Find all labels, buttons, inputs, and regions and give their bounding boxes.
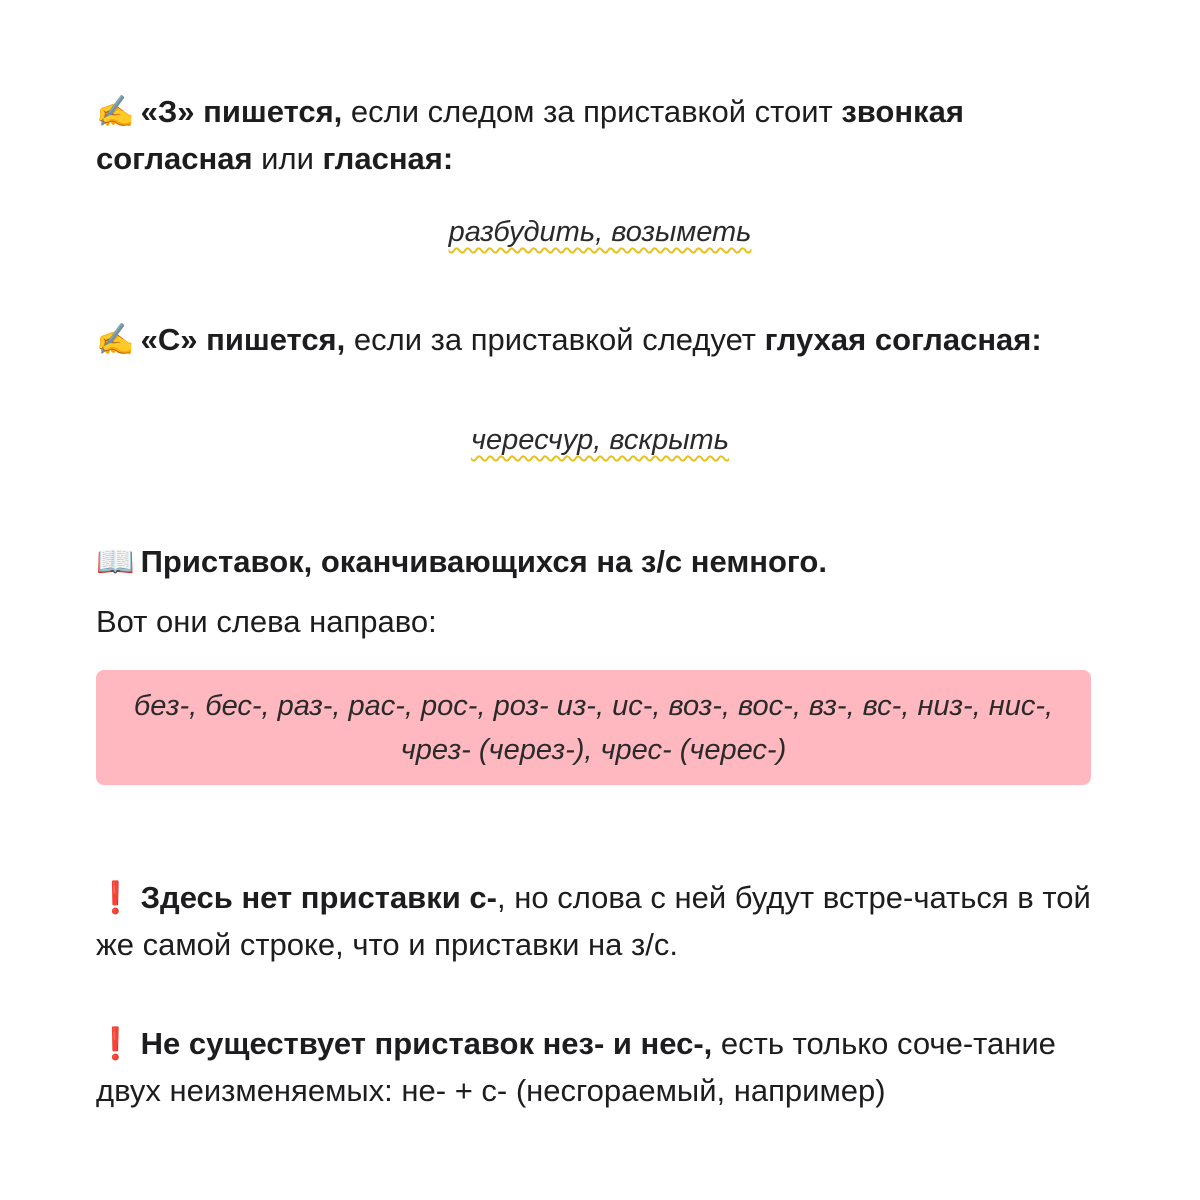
- rule-s-voiceless: глухая согласная:: [764, 322, 1042, 357]
- note2-text: есть только соче-тание двух неизменяемых: не- + с- (несгораемый, например): [96, 1026, 1056, 1108]
- rule-z: [96, 88, 1106, 182]
- prefixes-subheading: [96, 598, 1106, 645]
- rule-z-text2: или: [252, 141, 323, 176]
- rule-z-title: «З» пишется,: [140, 94, 343, 129]
- prefixes-subheading-text: Вот они слева направо:: [96, 604, 437, 639]
- note2-bold: Не существует приставок нез- и нес-,: [140, 1026, 713, 1061]
- rule-z-vowel: гласная:: [322, 141, 454, 176]
- example-z-text: разбудить, возыметь: [448, 216, 752, 248]
- writing-hand-icon: ✍️: [96, 322, 135, 357]
- prefixes-list: без-, бес-, раз-, рас-, рос-, роз- из-, ис-, воз-, вос-, вз-, вс-, низ-, нис-, чрез- (через-), чрес- (черес-): [133, 689, 1054, 766]
- note-no-nez-nes: [96, 1020, 1106, 1114]
- prefixes-heading: [96, 538, 1106, 585]
- rule-s-title: «С» пишется,: [140, 322, 346, 357]
- example-s-text: чересчур, вскрыть: [471, 424, 729, 456]
- example-z: [0, 212, 1200, 252]
- rule-z-text1: если следом за приставкой стоит: [342, 94, 842, 129]
- writing-hand-icon: ✍️: [96, 94, 135, 129]
- open-book-icon: 📖: [96, 544, 135, 579]
- note1-text: , но слова с ней будут встре-чаться в той же самой строке, что и приставки на з/с.: [96, 880, 1091, 962]
- exclamation-icon: ❗: [96, 880, 135, 915]
- note-no-s-prefix: [96, 874, 1106, 968]
- example-s: [0, 420, 1200, 460]
- rule-z-voiced: звонкая согласная: [96, 94, 964, 176]
- rule-s: [96, 316, 1106, 363]
- exclamation-icon: ❗: [96, 1026, 135, 1061]
- rule-s-text1: если за приставкой следует: [345, 322, 765, 357]
- note1-bold: Здесь нет приставки с-: [140, 880, 497, 915]
- prefixes-heading-text: Приставок, оканчивающихся на з/с немного.: [140, 544, 827, 579]
- prefixes-list-box: [96, 670, 1091, 785]
